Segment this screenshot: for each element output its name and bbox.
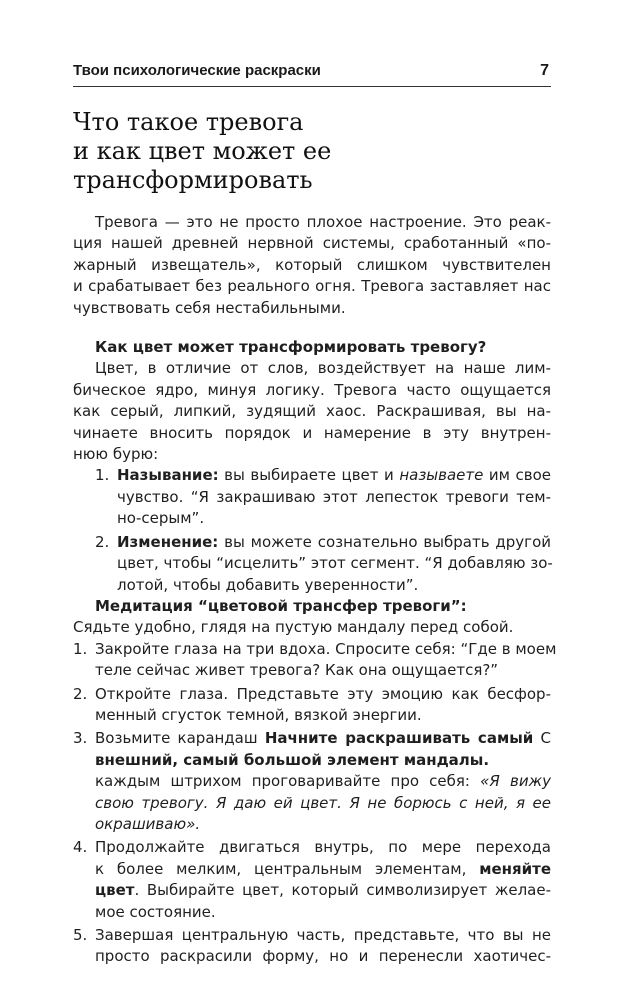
list-item-line: внешний, самый большой элемент мандалы.	[95, 750, 490, 769]
list-item	[73, 532, 551, 596]
page-number: 7	[540, 62, 549, 79]
intro-line: Тревога — это не просто плохое настроение. Это реак-	[95, 213, 551, 231]
list-item	[73, 728, 551, 835]
list-item-line: менный сгусток темной, вязкой энергии.	[95, 705, 422, 724]
list-item	[73, 639, 557, 682]
list-item-line: но-серым”.	[117, 509, 205, 528]
list-number: 5.	[73, 926, 88, 944]
list-item-line: 4. Продолжайте двигаться внутрь, по мере перехода	[73, 837, 551, 858]
list-number: 2.	[73, 684, 88, 703]
intro-line: чувствовать себя нестабильными.	[73, 298, 346, 317]
chapter-title-line: трансформировать	[73, 166, 313, 194]
list-item-line: 1. Называние: вы выбираете цвет и называете им свое	[95, 465, 551, 486]
running-head	[73, 62, 571, 84]
paragraph-line: Цвет, в отличие от слов, воздействует на наше лим-	[95, 359, 551, 378]
list-item-line: каждым штрихом проговаривайте про себя: «Я вижу	[95, 772, 551, 791]
paragraph-line: Сядьте удобно, глядя на пустую мандалу перед собой.	[73, 618, 514, 637]
paragraph-line: бическое ядро, минуя логику. Тревога часто ощущается	[73, 380, 551, 399]
list-item-line: 1. Закройте глаза на три вдоха. Спросите себя: “Где в моем	[73, 639, 551, 660]
intro-line: жарный извещатель», который слишком чувствителен	[73, 255, 551, 274]
chapter-title-line: Что такое тревога	[73, 108, 304, 136]
running-head-title: Твои психологические раскраски	[73, 62, 321, 79]
section-heading: Как цвет может трансформировать тревогу?	[95, 338, 487, 357]
paragraph-line: нюю бурю:	[73, 445, 159, 464]
spacer	[73, 319, 551, 337]
list-item-line: теле сейчас живет тревога? Как она ощущается?”	[95, 661, 499, 680]
list-item-line: 2. Изменение: вы можете сознательно выбрать другой	[95, 532, 551, 553]
intro-line: ция нашей древней нервной системы, сработанный «по-	[73, 234, 551, 253]
paragraph-line: как серый, липкий, зудящий хаос. Раскрашивая, вы на-	[73, 402, 551, 421]
list-item-line: цвет. Выбирайте цвет, который символизирует желае-	[95, 881, 551, 900]
list-number: 2.	[95, 532, 110, 551]
body-text	[73, 212, 557, 968]
list-item-line: 3. Возьмите карандаш Начните раскрашивать самый С	[73, 728, 551, 749]
list-item-line: свою тревогу. Я даю ей цвет. Я не борюсь с ней, я ее	[95, 793, 551, 812]
list-number: 1.	[73, 639, 88, 658]
list-item-line: 2. Откройте глаза. Представьте эту эмоцию как бесфор-	[73, 684, 551, 705]
list-item	[73, 684, 551, 727]
intro-line: и срабатывает без реального огня. Тревога заставляет нас	[73, 277, 551, 296]
list-item-line: лотой, чтобы добавить уверенности”.	[117, 575, 419, 594]
list-item-line: мое состояние.	[95, 902, 216, 921]
chapter-title-line: и как цвет может ее	[73, 137, 332, 165]
list-item-line: чувство. “Я закрашиваю этот лепесток тревоги тем-	[117, 487, 551, 506]
section-heading: Медитация “цветовой трансфер тревоги”:	[95, 596, 467, 615]
list-item	[73, 465, 551, 529]
chapter-title	[73, 108, 373, 195]
list-item	[73, 837, 551, 923]
paragraph-line: чинаете вносить порядок и намерение в эту внутрен-	[73, 423, 551, 442]
list-item-line: 5. Завершая центральную часть, представьте, что вы не	[73, 925, 551, 946]
list-number: 1.	[95, 466, 110, 485]
list-item-line: к более мелким, центральным элементам, меняйте	[95, 859, 551, 878]
list-item	[73, 925, 551, 968]
list-item-line: цвет, чтобы “исцелить” этот сегмент. “Я добавляю зо-	[117, 554, 553, 573]
list-item-line: просто раскрасили форму, но и перенесли хаотичес-	[95, 947, 551, 966]
list-number: 3.	[73, 729, 88, 748]
list-item-line: окрашиваю».	[95, 814, 201, 833]
header-rule	[73, 86, 551, 87]
list-number: 4.	[73, 838, 88, 857]
